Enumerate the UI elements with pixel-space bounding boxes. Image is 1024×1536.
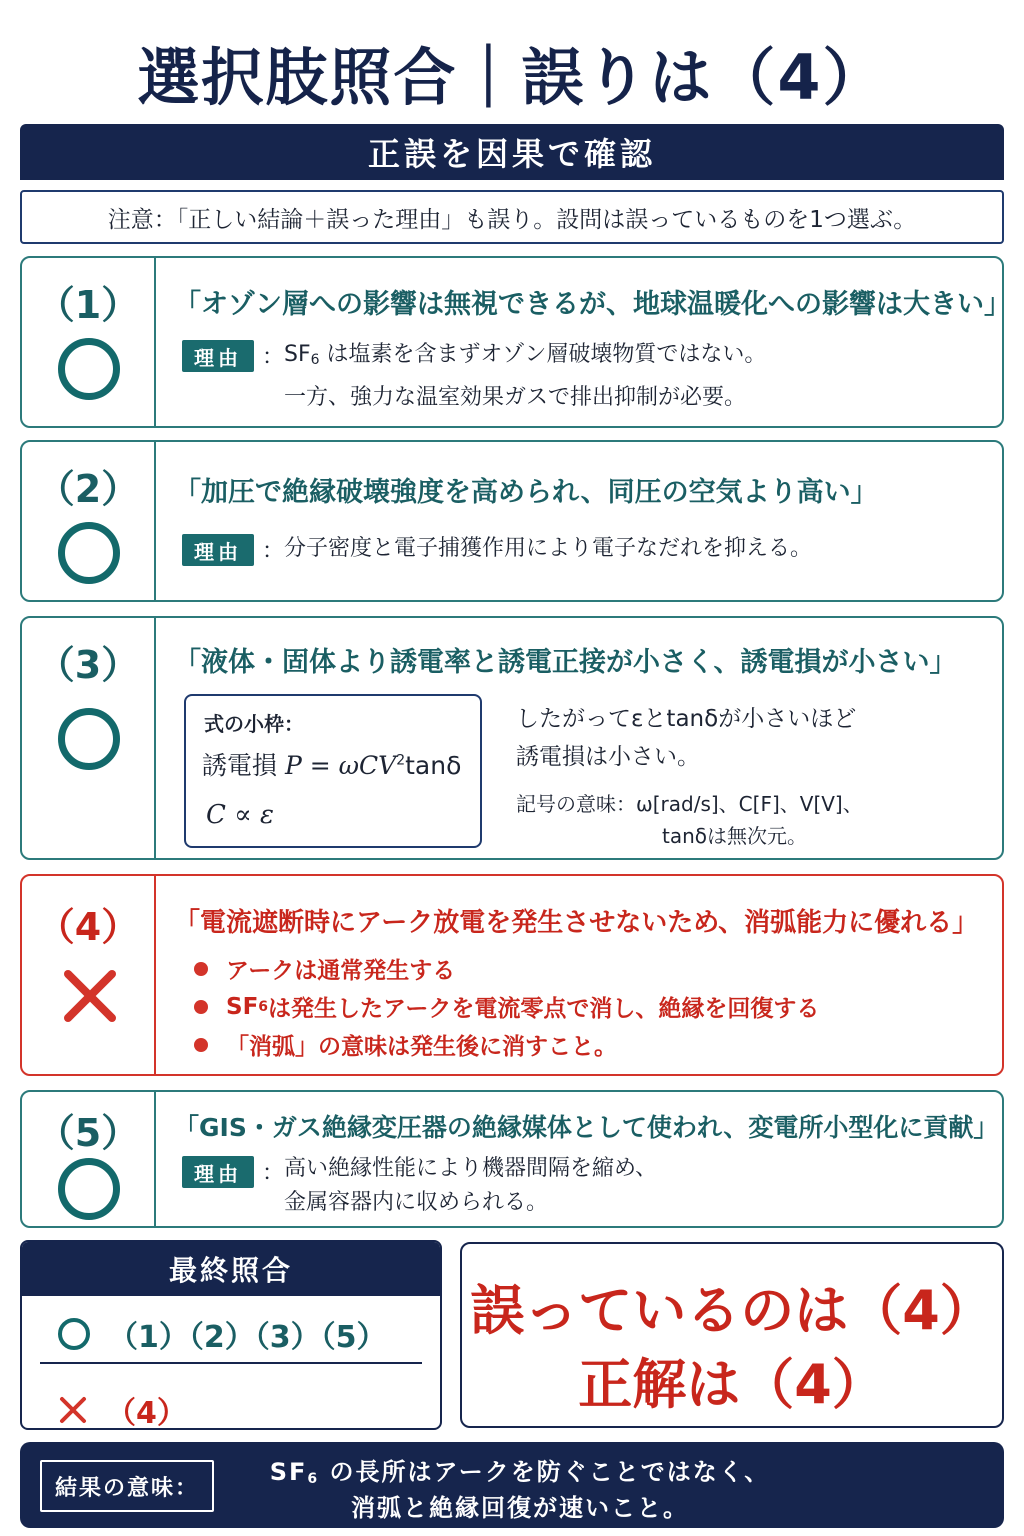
reason-label: 理由 [182,1156,254,1188]
section-banner: 正誤を因果で確認 [20,124,1004,180]
wrong-options-row: （4） [58,1388,187,1430]
bullet-item: 「消弧」の意味は発生後に消すこと。 [194,1028,617,1061]
option-left-panel [22,442,156,600]
option-left-panel [22,258,156,426]
formula-box [184,694,482,848]
symbol-meaning-line-2: tanδは無次元。 [662,824,808,848]
option-number: （4） [36,905,140,949]
reason-colon: ： [262,539,285,564]
footer-line-1: $SF_6$ の長所はアークを防ぐことではなく、 [269,1458,771,1487]
bullet-dot-icon [194,1000,208,1014]
divider [40,1362,422,1364]
correct-options-row: （1）（2）（3）（5） [58,1312,387,1356]
option-card-3 [20,616,1004,860]
answer-line-2: 正解は（4） [578,1353,886,1416]
bullet-item: SF 6 は発生したアークを電流零点で消し、絶縁を回復する [194,990,819,1023]
footer-line-2: 消弧と絶縁回復が速いこと。 [351,1494,689,1522]
reason-text: $SF_6$ は塩素を含まずオゾン層破壊物質ではない。 一方、強力な温室効果ガスで排出抑制が必要。 [284,342,767,410]
option-claim: 「GIS・ガス絶縁変圧器の絶縁媒体として使われ、変電所小型化に貢献」 [174,1113,999,1142]
bullet-item: アークは通常発生する [194,952,455,985]
result-meaning-tag: 結果の意味： [40,1460,214,1512]
option-card-5 [20,1090,1004,1228]
formula-title: 式の小枠： [204,712,304,736]
explanation-line-1: したがってεとtanδが小さいほど [516,706,857,732]
cross-icon [58,1395,88,1425]
reason-label: 理由 [182,340,254,372]
option-left-panel [22,876,156,1074]
reason-text: 高い絶縁性能により機器間隔を縮め、 金属容器内に収められる。 [284,1156,658,1215]
page-title: 選択肢照合｜誤りは（4） [137,41,887,114]
option-left-panel [22,618,156,858]
explanation-line-2: 誘電損は小さい。 [516,744,700,770]
circle-icon [58,708,120,770]
option-card-2 [20,440,1004,602]
option-card-1 [20,256,1011,428]
reason-colon: ： [262,345,285,370]
option-number: （2） [36,467,140,511]
circle-icon [58,338,120,400]
circle-icon [58,1318,90,1350]
option-number: （1） [36,283,140,327]
formula-capacitance: C ∝ ε [206,800,274,830]
option-number: （3） [36,643,140,687]
option-claim: 「オゾン層への影響は無視できるが、地球温暖化への影響は大きい」 [174,289,1011,320]
answer-box [460,1242,1004,1428]
cross-icon [62,968,118,1024]
bullet-dot-icon [194,962,208,976]
bullet-dot-icon [194,1038,208,1052]
caution-note: 注意：「正しい結論＋誤った理由」も誤り。設問は誤っているものを1つ選ぶ。 [20,190,1004,244]
symbol-meaning-line-1: 記号の意味：ω[rad/s]、C[F]、V[V]、 [516,792,863,816]
option-card-4 [20,874,1004,1076]
option-claim: 「電流遮断時にアーク放電を発生させないため、消弧能力に優れる」 [174,908,979,938]
final-check-box [20,1240,442,1430]
reason-colon: ： [262,1161,285,1186]
reason-label: 理由 [182,534,254,566]
circle-icon [58,522,120,584]
option-left-panel [22,1092,156,1226]
answer-line-1: 誤っているのは（4） [470,1279,994,1342]
footer-summary [20,1442,1004,1528]
reason-text: 分子密度と電子捕獲作用により電子なだれを抑える。 [284,536,813,561]
option-claim: 「液体・固体より誘電率と誘電正接が小さく、誘電損が小さい」 [174,647,957,678]
option-number: （5） [36,1111,140,1155]
option-claim: 「加圧で絶縁破壊強度を高められ、同圧の空気より高い」 [174,477,878,508]
formula-loss: 誘電損 P = ωCV$^2$tanδ [202,751,462,780]
circle-icon [58,1158,120,1220]
final-check-header: 最終照合 [22,1242,440,1296]
